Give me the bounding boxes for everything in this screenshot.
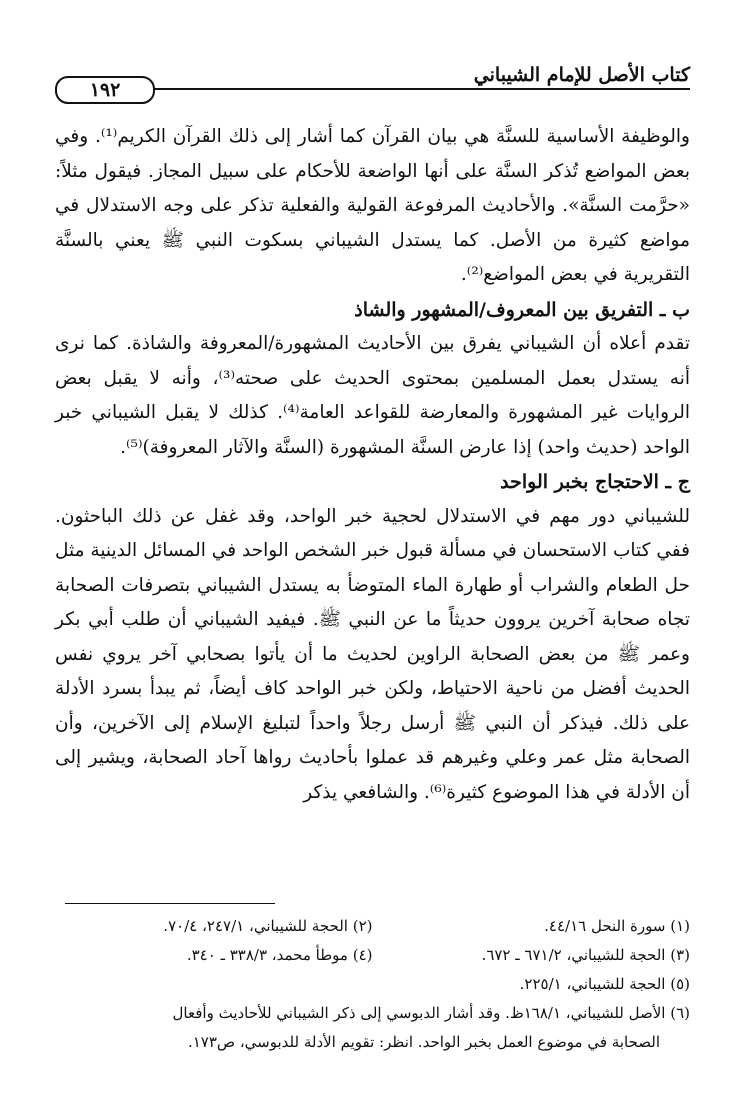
footnote-3: (٣) الحجة للشيباني، ٦٧١/٢ ـ ٦٧٢. <box>481 946 690 964</box>
paragraph-mashhur-shadh: تقدم أعلاه أن الشيباني يفرق بين الأحاديث المشهورة/المعروفة والشاذة. كما نرى أنه يستدل بعمل المسلمين بمحتوى الحديث على صحته⁽³⁾، وأنه لا يقبل بعض الروايات غير المشهورة والمعارضة للقواعد العامة⁽⁴⁾. كذلك لا يقبل الشيباني خبر الواحد (حديث واحد) إذا عارض السنَّة المشهورة (السنَّة والآثار المعروفة)⁽⁵⁾. <box>55 333 690 458</box>
footnote-5: (٥) الحجة للشيباني، ٢٢٥/١. <box>519 975 690 993</box>
paragraph-khabar-wahid: للشيباني دور مهم في الاستدلال لحجية خبر الواحد، وقد غفل عن ذلك الباحثون. ففي كتاب الاستحسان في مسألة قبول خبر الشخص الواحد في المسائل الدينية مثل حل الطعام والشراب أو طهارة الماء المتوضأ به يستدل الشيباني بتصرفات الصحابة تجاه صحابة آخرين يروون حديثاً ما عن النبي ﷺ. فيفيد الشيباني أن طلب أبي بكر وعمر ﷺ من بعض الصحابة الراوين لحديث ما أن يأتوا بصحابي آخر يروي نفس الحديث أفضل من ناحية الاحتياط، ولكن خبر الواحد كاف أيضاً، ثم يبدأ بسرد الأدلة على ذلك. فيذكر أن النبي ﷺ أرسل رجلاً واحداً لتبليغ الإسلام إلى الآخرين، وأن الصحابة مثل عمر وعلي وغيرهم قد عملوا بأحاديث رواها آحاد الصحابة، ويشير إلى أن الأدلة في هذا الموضوع كثيرة⁽⁶⁾. والشافعي يذكر <box>55 505 690 803</box>
section-heading-j: ج ـ الاحتجاج بخبر الواحد <box>500 471 690 493</box>
footnote-1: (١) سورة النحل ٤٤/١٦. <box>544 917 690 935</box>
footnote-6-continuation: الصحابة في موضوع العمل بخبر الواحد. انظر: تقويم الأدلة للدبوسي، ص١٧٣. <box>187 1033 660 1051</box>
book-title: كتاب الأصل للإمام الشيباني <box>473 64 690 86</box>
page-header <box>55 52 690 101</box>
paragraph-sunnah-role: والوظيفة الأساسية للسنَّة هي بيان القرآن كما أشار إلى ذلك القرآن الكريم⁽¹⁾. وفي بعض المواضع تُذكر السنَّة على أنها الواضعة للأحكام على سبيل المجاز. فيقول مثلاً: «حرَّمت السنَّة». والأحاديث المرفوعة القولية والفعلية تذكر على وجه الاستدلال في مواضع كثيرة من الأصل. كما يستدل الشيباني بسكوت النبي ﷺ يعني بالسنَّة التقريرية في بعض المواضع⁽²⁾. <box>55 126 690 285</box>
section-heading-b: ب ـ التفريق بين المعروف/المشهور والشاذ <box>354 298 690 321</box>
footnote-separator <box>65 903 275 904</box>
main-text <box>55 120 690 810</box>
footnote-row <box>55 912 690 941</box>
footnotes <box>55 912 690 1057</box>
footnote-row <box>55 941 690 970</box>
page-number-badge: ١٩٢ <box>55 76 155 104</box>
footnote-2: (٢) الحجة للشيباني، ٢٤٧/١، ٧٠/٤. <box>163 917 373 935</box>
footnote-4: (٤) موطأ محمد، ٣٣٨/٣ ـ ٣٤٠. <box>186 946 373 964</box>
footnote-6: (٦) الأصل للشيباني، ١٦٨/١ظ. وقد أشار الدبوسي إلى ذكر الشيباني للأحاديث وأفعال <box>172 1004 690 1022</box>
